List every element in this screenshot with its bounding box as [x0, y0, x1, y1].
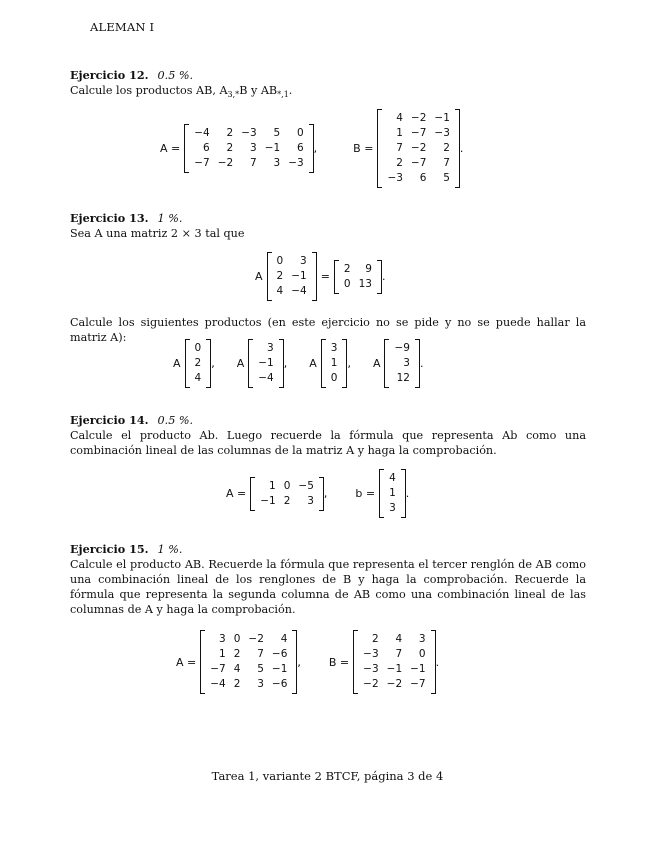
matrix-row [390, 341, 413, 356]
matrix-row [206, 632, 291, 647]
matrix-cell: 5 [443, 172, 450, 184]
matrix-cell: −7 [410, 127, 427, 139]
matrix-cell: 1 [219, 648, 226, 660]
exercise-12-weight: 0.5 %. [157, 69, 194, 82]
matrix-a [250, 477, 324, 511]
exercise-12-statement [70, 83, 586, 102]
end-dot: . [405, 487, 410, 500]
matrix-row [273, 284, 311, 299]
vector-2-cells [254, 341, 277, 386]
matrix-cell: 2 [233, 648, 241, 660]
matrix-cell: 3 [403, 357, 410, 369]
vector-1 [185, 339, 212, 388]
page-footer: Tarea 1, variante 2 BTCF, página 3 de 4 [211, 769, 444, 783]
subscript: *,1 [277, 90, 289, 100]
matrix-cell: 2 [233, 678, 241, 690]
matrix-cell: 6 [419, 172, 427, 184]
matrix-row [191, 356, 206, 371]
matrix-cell: 7 [395, 648, 403, 660]
matrix-cell: −2 [217, 157, 234, 169]
exercise-13-equation [255, 252, 385, 301]
matrix-row [256, 479, 318, 494]
end-dot: . [419, 357, 424, 370]
matrix-row [191, 341, 206, 356]
matrix-cell: 1 [330, 357, 338, 369]
matrix-cell: 4 [233, 663, 241, 675]
end-dot: . [381, 270, 386, 283]
matrix-row [191, 371, 206, 386]
matrix-row [254, 341, 277, 356]
exercise-14-weight: 0.5 %. [157, 414, 194, 427]
exercise-12-title: Ejercicio 12. [70, 68, 149, 82]
matrix-cell: 3 [273, 157, 281, 169]
matrix-cell: −7 [410, 678, 426, 690]
matrix-cell: 2 [343, 262, 351, 275]
vector-4 [384, 339, 419, 388]
product-label: A [309, 357, 317, 370]
matrix-cell: 1 [269, 479, 276, 492]
matrix-cell: 2 [276, 270, 284, 282]
statement-part: . [288, 84, 293, 97]
matrix-cell: 2 [396, 157, 403, 169]
matrix-cell: −4 [210, 678, 226, 690]
matrix-cell: 4 [389, 472, 396, 484]
vector-b [379, 469, 406, 518]
exercise-13-statement: Sea A una matriz 2 × 3 tal que [70, 227, 245, 240]
exercise-15-statement: Calcule el producto AB. Recuerde la fórmula que representa el tercer renglón de AB como una combinación lineal de los renglones de B y haga la comprobación. Recuerde la fórmula que representa la segunda columna de AB como una combinación lineal de las columnas de A y haga la comprobación. [70, 558, 586, 616]
matrix-cell: 1 [396, 127, 403, 139]
matrix-cell: 4 [395, 633, 403, 645]
exercise-14-matrices [226, 469, 409, 518]
matrix-cell: −2 [410, 112, 427, 124]
matrix-cell: 5 [273, 127, 281, 139]
equals-sign: = [320, 270, 330, 283]
matrix-cell: −7 [210, 663, 226, 675]
matrix-row [190, 141, 307, 156]
matrix-cell: 1 [389, 487, 396, 499]
matrix-cell: −2 [410, 142, 427, 154]
matrix-cell: 6 [296, 142, 304, 154]
exercise-13-title: Ejercicio 13. [70, 211, 149, 225]
matrix-cell: −6 [271, 678, 288, 690]
matrix-cell: 7 [257, 648, 264, 660]
matrix-cell: −2 [363, 678, 379, 690]
matrix-cell: 0 [343, 277, 351, 290]
matrix-row [206, 647, 291, 662]
matrix-cell: −1 [264, 142, 281, 154]
statement-part: B y AB [239, 84, 278, 97]
exercise-14 [70, 413, 586, 458]
matrix-row [190, 126, 307, 141]
matrix-cell: 0 [296, 127, 304, 139]
exercise-13-heading [70, 211, 586, 226]
product-label: A [173, 357, 181, 370]
matrix-row [383, 141, 453, 156]
matrix-cell: −3 [288, 157, 304, 169]
subscript: 3,* [227, 90, 240, 100]
page-header: ALEMAN I [90, 20, 155, 34]
matrix-cell: 3 [330, 342, 338, 354]
matrix-cell: 4 [194, 372, 202, 384]
separator: , [283, 357, 288, 370]
matrix-cell: 0 [233, 633, 241, 645]
matrix-cell: 2 [371, 633, 379, 645]
exercise-13-vectors [173, 339, 423, 388]
matrix-cell: −1 [410, 663, 426, 675]
matrix-cell: 2 [226, 127, 234, 139]
matrix-cell: 0 [283, 479, 291, 492]
exercise-15-title: Ejercicio 15. [70, 542, 149, 556]
matrix-a-cells [190, 126, 307, 171]
matrix-a-cells [256, 479, 318, 509]
matrix-row [390, 356, 413, 371]
matrix-cell: 3 [257, 678, 264, 690]
matrix-cell: 3 [250, 142, 257, 154]
matrix-a [200, 630, 297, 694]
matrix-a-label: A [255, 270, 263, 283]
matrix-row [327, 341, 342, 356]
matrix-b-cells [359, 632, 429, 692]
statement-part: Calcule los productos AB, A [70, 84, 228, 97]
matrix-row [359, 662, 429, 677]
vector-4-cells [390, 341, 413, 386]
vector-2 [248, 339, 283, 388]
matrix-cell: −1 [271, 663, 288, 675]
matrix-row [340, 262, 376, 277]
exercise-12-heading [70, 68, 586, 83]
vector-3-cells [327, 341, 342, 386]
matrix-cell: −4 [258, 372, 274, 384]
matrix-cell: −7 [410, 157, 427, 169]
matrix-cell: 2 [226, 142, 234, 154]
matrix-row [273, 254, 311, 269]
matrix-row [340, 277, 376, 292]
matrix-cell: −6 [271, 648, 288, 660]
vector-b-label: b = [355, 487, 376, 500]
matrix-cell: −3 [363, 648, 379, 660]
matrix-lhs [267, 252, 317, 301]
matrix-cell: 2 [194, 357, 202, 369]
matrix-row [385, 471, 400, 486]
matrix-cell: 7 [443, 157, 450, 169]
exercise-15-matrices [176, 630, 439, 694]
matrix-cell: −1 [386, 663, 403, 675]
matrix-cell: −5 [298, 479, 314, 492]
matrix-cell: 3 [418, 633, 426, 645]
matrix-row [383, 171, 453, 186]
exercise-14-statement: Calcule el producto Ab. Luego recuerde la fórmula que representa Ab como una combinación lineal de las columnas de la matriz A y haga la comprobación. [70, 429, 586, 457]
matrix-cell: 3 [300, 255, 307, 267]
separator: , [313, 142, 318, 155]
matrix-cell: 7 [250, 157, 257, 169]
matrix-cell: 3 [389, 502, 396, 514]
matrix-row [359, 632, 429, 647]
matrix-b [377, 109, 459, 188]
matrix-a-label: A = [176, 655, 197, 669]
vector-3 [321, 339, 348, 388]
matrix-row [256, 494, 318, 509]
matrix-cell: 2 [283, 494, 291, 507]
exercise-15-heading [70, 542, 586, 557]
matrix-cell: 4 [276, 285, 284, 297]
end-dot: . [459, 142, 464, 155]
matrix-cell: −7 [194, 157, 210, 169]
exercise-14-heading [70, 413, 586, 428]
matrix-b-label: B = [353, 142, 374, 155]
separator: , [323, 487, 328, 500]
matrix-cell: 3 [267, 342, 274, 354]
matrix-row [327, 356, 342, 371]
matrix-cell: 0 [194, 342, 202, 354]
matrix-cell: −1 [260, 494, 276, 507]
product-label: A [236, 357, 245, 370]
matrix-cell: −3 [387, 172, 403, 184]
matrix-cell: 2 [443, 142, 450, 154]
matrix-b [353, 630, 435, 694]
matrix-cell: −3 [363, 663, 379, 675]
matrix-rhs [334, 260, 382, 294]
separator: , [297, 655, 301, 669]
exercise-13 [70, 211, 586, 241]
matrix-a-label: A = [226, 487, 247, 500]
matrix-row [385, 501, 400, 516]
exercise-15-weight: 1 %. [157, 543, 183, 556]
vector-1-cells [191, 341, 206, 386]
matrix-rhs-cells [340, 262, 376, 292]
matrix-b-cells [383, 111, 453, 186]
matrix-cell: 0 [418, 648, 426, 660]
matrix-cell: −1 [434, 112, 450, 124]
matrix-cell: −1 [258, 357, 274, 369]
matrix-a-label: A = [160, 142, 181, 155]
matrix-cell: 6 [203, 142, 210, 154]
matrix-row [383, 126, 453, 141]
matrix-row [254, 371, 277, 386]
vector-b-cells [385, 471, 400, 516]
separator: , [211, 357, 215, 370]
matrix-row [327, 371, 342, 386]
matrix-cell: 5 [257, 663, 264, 675]
matrix-cell: −3 [241, 127, 257, 139]
matrix-cell: 12 [396, 372, 410, 384]
matrix-cell: 3 [307, 494, 314, 507]
matrix-row [359, 647, 429, 662]
matrix-row [385, 486, 400, 501]
matrix-cell: 13 [358, 277, 372, 290]
exercise-15 [70, 542, 586, 617]
exercise-13-question: Calcule los siguientes productos (en este ejercicio no se pide y no se puede hallar la matriz A): [70, 316, 586, 344]
matrix-row [359, 677, 429, 692]
exercise-12-matrices [160, 109, 463, 188]
matrix-cell: 3 [219, 633, 226, 645]
matrix-cell: −3 [434, 127, 450, 139]
matrix-cell: 0 [330, 372, 338, 384]
end-dot: . [435, 655, 440, 669]
matrix-a-cells [206, 632, 291, 692]
matrix-cell: −2 [248, 633, 264, 645]
matrix-cell: 4 [280, 633, 288, 645]
matrix-row [390, 371, 413, 386]
matrix-cell: −9 [394, 342, 410, 354]
exercise-13-weight: 1 %. [157, 212, 183, 225]
matrix-row [206, 662, 291, 677]
matrix-cell: 7 [396, 142, 403, 154]
matrix-lhs-cells [273, 254, 311, 299]
matrix-row [190, 156, 307, 171]
matrix-row [206, 677, 291, 692]
separator: , [347, 357, 351, 370]
matrix-cell: −2 [386, 678, 403, 690]
matrix-cell: 0 [276, 255, 284, 267]
matrix-row [273, 269, 311, 284]
matrix-cell: −1 [291, 270, 307, 282]
exercise-14-title: Ejercicio 14. [70, 413, 149, 427]
matrix-row [383, 156, 453, 171]
matrix-cell: −4 [291, 285, 307, 297]
product-label: A [372, 357, 381, 370]
matrix-b-label: B = [328, 655, 350, 669]
matrix-row [254, 356, 277, 371]
matrix-cell: 9 [365, 262, 372, 275]
exercise-12 [70, 68, 586, 102]
matrix-a [184, 124, 313, 173]
matrix-cell: 4 [396, 112, 403, 124]
matrix-cell: −4 [194, 127, 210, 139]
matrix-row [383, 111, 453, 126]
